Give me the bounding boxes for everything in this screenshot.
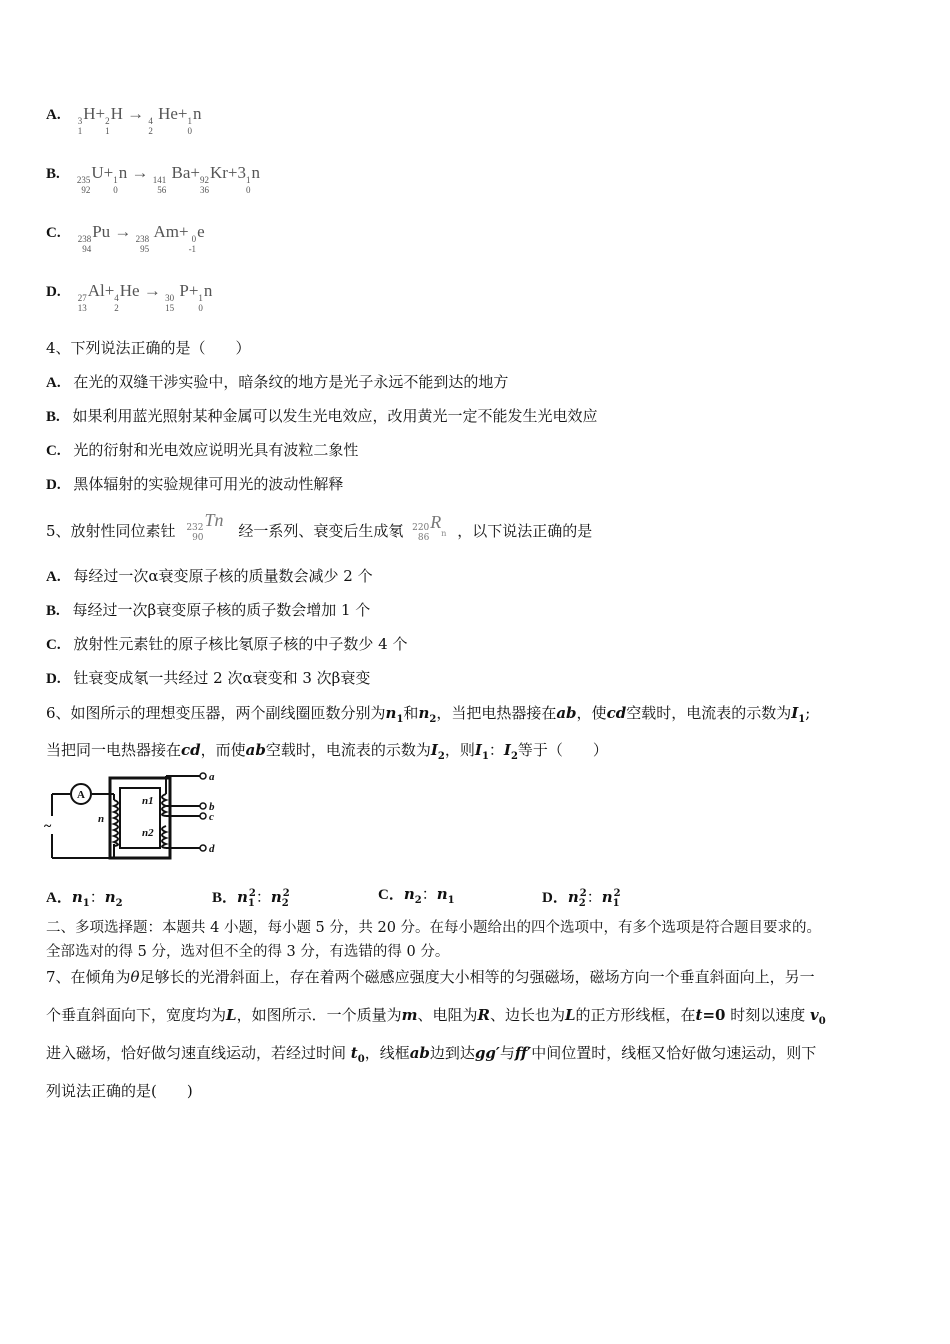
q6-text: 当把同一电热器接在 bbox=[46, 741, 182, 759]
q7-text: ，如图所示．一个质量为 bbox=[236, 1006, 402, 1024]
nuclide bbox=[200, 163, 228, 195]
atomic-number: 36 bbox=[199, 185, 209, 195]
var-ab: ab bbox=[556, 704, 577, 722]
transformer-diagram bbox=[44, 770, 224, 866]
operator: + bbox=[103, 163, 114, 182]
q7-stem-line3 bbox=[46, 1043, 816, 1070]
terminal-label-d: d bbox=[209, 843, 215, 855]
var-L: L bbox=[564, 1006, 576, 1024]
subscript: 1 bbox=[481, 751, 489, 762]
q5-stem-text: ，以下说法正确的是 bbox=[457, 522, 593, 540]
element-symbol: P bbox=[175, 281, 189, 300]
nuclide bbox=[136, 222, 179, 254]
option-label: A. bbox=[46, 107, 61, 123]
var-cd: cd bbox=[606, 704, 627, 722]
q6-option-a bbox=[46, 884, 123, 914]
q5-stem-text: 5、放射性同位素钍 bbox=[46, 522, 176, 540]
nuclear-equation bbox=[76, 163, 261, 195]
q3-option-c bbox=[46, 222, 205, 254]
option-text: 光的衍射和光电效应说明光具有波粒二象性 bbox=[73, 441, 359, 459]
option-label: A． bbox=[46, 890, 72, 906]
coil-label-n: n bbox=[98, 813, 105, 825]
mass-number: 27 bbox=[77, 293, 87, 303]
option-label: A. bbox=[46, 569, 61, 585]
terminal-label-a: a bbox=[209, 771, 215, 783]
q5-option-b bbox=[46, 600, 370, 621]
operator: → bbox=[110, 222, 136, 241]
element-symbol: n bbox=[118, 163, 128, 182]
q6-option-b bbox=[212, 884, 290, 914]
option-label: D. bbox=[46, 477, 61, 493]
q6-stem-line1 bbox=[46, 703, 810, 730]
option-label: B. bbox=[46, 603, 60, 619]
q5-option-a bbox=[46, 566, 373, 587]
var-n: n bbox=[567, 888, 579, 906]
mass-number: 1 bbox=[246, 175, 251, 185]
option-label: D. bbox=[46, 671, 61, 687]
mass-number: 141 bbox=[152, 175, 167, 185]
subscript: 0 bbox=[357, 1054, 365, 1065]
option-label: C. bbox=[46, 443, 61, 459]
q7-text: 足够长的光滑斜面上，存在着两个磁感应强度大小相等的匀强磁场，磁场方向一个垂直斜面向上，另一 bbox=[139, 968, 815, 986]
mass-number: 1 bbox=[113, 175, 118, 185]
mass-number: 3 bbox=[77, 116, 83, 126]
mass-number: 235 bbox=[76, 175, 91, 185]
option-label: C． bbox=[378, 887, 404, 903]
option-text: 黑体辐射的实验规律可用光的波动性解释 bbox=[73, 475, 344, 493]
operator: + bbox=[188, 281, 199, 300]
atomic-number: 0 bbox=[113, 185, 118, 195]
q7-stem-line4: 列说法正确的是( ) bbox=[46, 1082, 193, 1100]
q7-text: 、边长也为 bbox=[489, 1006, 565, 1024]
subscript: 1 bbox=[447, 895, 455, 906]
nuclide bbox=[77, 163, 104, 195]
option-text: 每经过一次β衰变原子核的质子数会增加 1 个 bbox=[72, 601, 371, 619]
subscript: 1 bbox=[396, 714, 404, 725]
ratio-sep: ： bbox=[89, 888, 105, 906]
nuclide bbox=[153, 163, 191, 195]
nuclide bbox=[189, 222, 205, 254]
var-n: n bbox=[436, 885, 448, 903]
q6-text: ，当把电热器接在 bbox=[436, 704, 557, 722]
q6-text: 6、如图所示的理想变压器，两个副线圈匝数分别为 bbox=[46, 704, 386, 722]
operator: +3 bbox=[227, 163, 247, 182]
var-m: m bbox=[401, 1006, 418, 1024]
mass-number: 4 bbox=[148, 116, 153, 126]
ammeter-label: A bbox=[77, 789, 85, 801]
q6-text: ，使 bbox=[576, 704, 607, 722]
element-subscript: n bbox=[441, 529, 447, 538]
atomic-number: 1 bbox=[105, 126, 110, 136]
element-symbol: n bbox=[251, 163, 261, 182]
nuclide bbox=[198, 281, 212, 313]
coil-label-n1: n1 bbox=[142, 795, 154, 807]
secondary-coil-n2 bbox=[162, 826, 166, 848]
element-symbol: Pu bbox=[92, 222, 111, 241]
q7-text: 中间位置时，线框又恰好做匀速运动，则下 bbox=[531, 1044, 817, 1062]
nuclide bbox=[113, 163, 127, 195]
ac-source-icon: ~ bbox=[44, 819, 52, 834]
q3-option-a bbox=[46, 104, 202, 136]
var-n: n bbox=[104, 888, 116, 906]
q7-text: 个垂直斜面向下，宽度均为 bbox=[46, 1006, 227, 1024]
var-n2: n bbox=[418, 704, 430, 722]
q6-text: ; bbox=[805, 704, 811, 722]
secondary-coil-n1 bbox=[162, 794, 166, 816]
operator: + bbox=[95, 104, 106, 123]
q6-text: 空载时，电流表的示数为 bbox=[626, 704, 792, 722]
var-cd: cd bbox=[181, 741, 201, 759]
nuclide bbox=[78, 281, 105, 313]
subscript: 1 bbox=[798, 714, 806, 725]
terminal-label-c: c bbox=[209, 811, 214, 823]
subscript: 2 bbox=[429, 714, 437, 725]
element-symbol: H bbox=[83, 104, 96, 123]
atomic-number: 0 bbox=[198, 303, 203, 313]
atomic-number: 2 bbox=[148, 126, 153, 136]
nuclide bbox=[165, 281, 189, 313]
var-I1: I bbox=[474, 741, 482, 759]
q7-text: 7、在倾角为 bbox=[46, 968, 131, 986]
q3-option-d bbox=[46, 281, 212, 313]
q4-stem: 4、下列说法正确的是（ ） bbox=[46, 339, 251, 357]
option-text: 钍衰变成氡一共经过 2 次α衰变和 3 次β衰变 bbox=[73, 669, 371, 687]
nuclide bbox=[246, 163, 260, 195]
var-t: t bbox=[695, 1006, 703, 1024]
var-ab: ab bbox=[245, 741, 266, 759]
mass-number: 1 bbox=[198, 293, 203, 303]
q7-stem-line2 bbox=[46, 1005, 826, 1032]
atomic-number: 0 bbox=[187, 126, 193, 136]
subscript: 2 bbox=[437, 751, 445, 762]
var-ab: ab bbox=[409, 1044, 430, 1062]
nuclide bbox=[105, 104, 123, 136]
power: 2 bbox=[613, 888, 621, 899]
q6-text: 等于（ ） bbox=[517, 741, 608, 759]
option-text: 在光的双缝干涉实验中，暗条纹的地方是光子永远不能到达的地方 bbox=[73, 373, 509, 391]
mass-number: 30 bbox=[165, 293, 175, 303]
q4-option-c bbox=[46, 440, 358, 461]
operator: → bbox=[127, 163, 153, 182]
atomic-number: 13 bbox=[77, 303, 87, 313]
option-text: 每经过一次α衰变原子核的质量数会减少 2 个 bbox=[73, 567, 373, 585]
terminal-b bbox=[200, 803, 206, 809]
q7-text: 边到达 bbox=[429, 1044, 475, 1062]
q4-option-a bbox=[46, 372, 508, 393]
radon-symbol bbox=[412, 512, 447, 544]
element-symbol: n bbox=[203, 281, 213, 300]
atomic-number: 95 bbox=[140, 244, 150, 254]
mass-number: 232 bbox=[186, 523, 204, 533]
mass-number: 2 bbox=[105, 116, 110, 126]
var-I1: I bbox=[791, 704, 799, 722]
operator: + bbox=[177, 104, 188, 123]
power: 2 bbox=[248, 888, 256, 899]
coil-label-n2: n2 bbox=[142, 827, 154, 839]
var-n: n bbox=[270, 888, 282, 906]
q6-text: ，而使 bbox=[200, 741, 246, 759]
element-symbol: He bbox=[153, 104, 178, 123]
power: 2 bbox=[579, 888, 587, 899]
subscript: 1 bbox=[247, 898, 255, 909]
option-label: D． bbox=[542, 890, 568, 906]
nuclear-equation bbox=[77, 222, 205, 254]
atomic-number: 1 bbox=[77, 126, 83, 136]
element-symbol: Ba bbox=[167, 163, 191, 182]
ratio-sep: ： bbox=[255, 888, 271, 906]
transformer-core-inner bbox=[120, 788, 160, 848]
operator: + bbox=[178, 222, 189, 241]
atomic-number: 90 bbox=[192, 533, 204, 543]
q7-text: =0 bbox=[702, 1006, 726, 1024]
nuclear-equation bbox=[77, 104, 202, 136]
terminal-d bbox=[200, 845, 206, 851]
subscript: 2 bbox=[510, 751, 518, 762]
q5-stem-text: 经一系列、衰变后生成氡 bbox=[238, 522, 404, 540]
subscript: 1 bbox=[82, 898, 90, 909]
option-label: B. bbox=[46, 166, 60, 182]
q6-text: ，则 bbox=[444, 741, 475, 759]
element-symbol: R bbox=[430, 512, 442, 532]
atomic-number: 15 bbox=[165, 303, 175, 313]
var-R: R bbox=[477, 1006, 490, 1024]
q6-option-d bbox=[542, 884, 621, 914]
option-label: A. bbox=[46, 375, 61, 391]
element-symbol: Am bbox=[150, 222, 179, 241]
mass-number: 220 bbox=[412, 523, 430, 533]
q5-option-c bbox=[46, 634, 407, 655]
var-L: L bbox=[226, 1006, 237, 1024]
element-symbol: Kr bbox=[209, 163, 228, 182]
mass-number: 238 bbox=[77, 234, 92, 244]
option-text: 放射性元素钍的原子核比氡原子核的中子数少 4 个 bbox=[73, 635, 408, 653]
option-text: 如果利用蓝光照射某种金属可以发生光电效应，改用黄光一定不能发生光电效应 bbox=[72, 407, 598, 425]
element-symbol: H bbox=[110, 104, 123, 123]
option-label: B． bbox=[212, 890, 238, 906]
q7-stem-line1 bbox=[46, 967, 815, 987]
element-symbol: Al bbox=[87, 281, 105, 300]
var-I2: I bbox=[430, 741, 438, 759]
subscript: 1 bbox=[612, 898, 620, 909]
mass-number: 92 bbox=[199, 175, 209, 185]
q6-text: 空载时，电流表的示数为 bbox=[265, 741, 431, 759]
section2-heading-line1: 二、多项选择题：本题共 4 小题，每小题 5 分，共 20 分。在每小题给出的四个选项中，有多个选项是符合题目要求的。 bbox=[46, 920, 822, 936]
element-symbol: Tn bbox=[204, 510, 224, 530]
operator: → bbox=[139, 281, 166, 300]
nuclide bbox=[148, 104, 178, 136]
power: 2 bbox=[282, 888, 290, 899]
nuclide bbox=[78, 222, 110, 254]
element-symbol: e bbox=[197, 222, 205, 241]
var-n1: n bbox=[385, 704, 397, 722]
q7-text: 、电阻为 bbox=[417, 1006, 478, 1024]
operator: + bbox=[190, 163, 200, 182]
ratio-sep: ： bbox=[421, 885, 437, 903]
atomic-number: 0 bbox=[246, 185, 251, 195]
terminal-a bbox=[200, 773, 206, 779]
subscript: 2 bbox=[414, 895, 422, 906]
subscript: 2 bbox=[281, 898, 289, 909]
q7-text: ，线框 bbox=[364, 1044, 410, 1062]
terminal-label-b: b bbox=[209, 801, 215, 813]
mass-number: 238 bbox=[135, 234, 150, 244]
q6-stem-line2 bbox=[46, 740, 608, 767]
q4-option-d bbox=[46, 474, 343, 495]
nuclide bbox=[78, 104, 96, 136]
q7-text: 与 bbox=[499, 1044, 515, 1062]
option-label: D. bbox=[46, 284, 61, 300]
operator: + bbox=[104, 281, 115, 300]
var-ff: ff′ bbox=[514, 1044, 532, 1062]
q5-stem bbox=[46, 510, 593, 544]
q3-option-b bbox=[46, 163, 260, 195]
nuclear-equation bbox=[77, 281, 213, 313]
thorium-symbol bbox=[186, 510, 224, 543]
atomic-number: -1 bbox=[188, 244, 197, 254]
element-symbol: U bbox=[91, 163, 104, 182]
q5-option-d bbox=[46, 668, 370, 689]
var-theta: θ bbox=[130, 968, 140, 986]
var-I2: I bbox=[503, 741, 511, 759]
var-t0: t bbox=[350, 1044, 358, 1062]
option-label: B. bbox=[46, 409, 60, 425]
q7-text: 进入磁场，恰好做匀速直线运动，若经过时间 bbox=[46, 1044, 351, 1062]
mass-number: 1 bbox=[187, 116, 193, 126]
terminal-c bbox=[200, 813, 206, 819]
option-label: C. bbox=[46, 225, 61, 241]
element-symbol: n bbox=[193, 104, 202, 123]
subscript: 2 bbox=[115, 898, 123, 909]
nuclide bbox=[188, 104, 202, 136]
q6-text: 和 bbox=[403, 704, 419, 722]
var-n: n bbox=[237, 888, 248, 906]
atomic-number: 56 bbox=[157, 185, 167, 195]
var-n: n bbox=[403, 885, 415, 903]
atomic-number: 92 bbox=[81, 185, 91, 195]
q6-option-c bbox=[378, 884, 455, 911]
atomic-number: 2 bbox=[114, 303, 119, 313]
element-symbol: He bbox=[119, 281, 140, 300]
q7-text: 的正方形线框，在 bbox=[575, 1006, 696, 1024]
primary-coil bbox=[114, 800, 118, 846]
operator: → bbox=[122, 104, 149, 123]
atomic-number: 86 bbox=[417, 533, 430, 543]
subscript: 2 bbox=[578, 898, 586, 909]
ratio-sep: ： bbox=[586, 888, 602, 906]
subscript: 0 bbox=[818, 1016, 826, 1027]
mass-number: 0 bbox=[191, 234, 197, 244]
q4-option-b bbox=[46, 406, 598, 427]
var-v0: v bbox=[810, 1006, 819, 1024]
mass-number: 4 bbox=[114, 293, 119, 303]
atomic-number: 94 bbox=[82, 244, 92, 254]
nuclide bbox=[114, 281, 139, 313]
q7-text: 时刻以速度 bbox=[725, 1006, 811, 1024]
section2-heading-line2: 全部选对的得 5 分，选对但不全的得 3 分，有选错的得 0 分。 bbox=[46, 944, 450, 960]
var-n: n bbox=[601, 888, 613, 906]
var-gg: gg′ bbox=[474, 1044, 500, 1062]
q6-text: ： bbox=[488, 741, 504, 759]
var-n: n bbox=[71, 888, 83, 906]
option-label: C. bbox=[46, 637, 61, 653]
